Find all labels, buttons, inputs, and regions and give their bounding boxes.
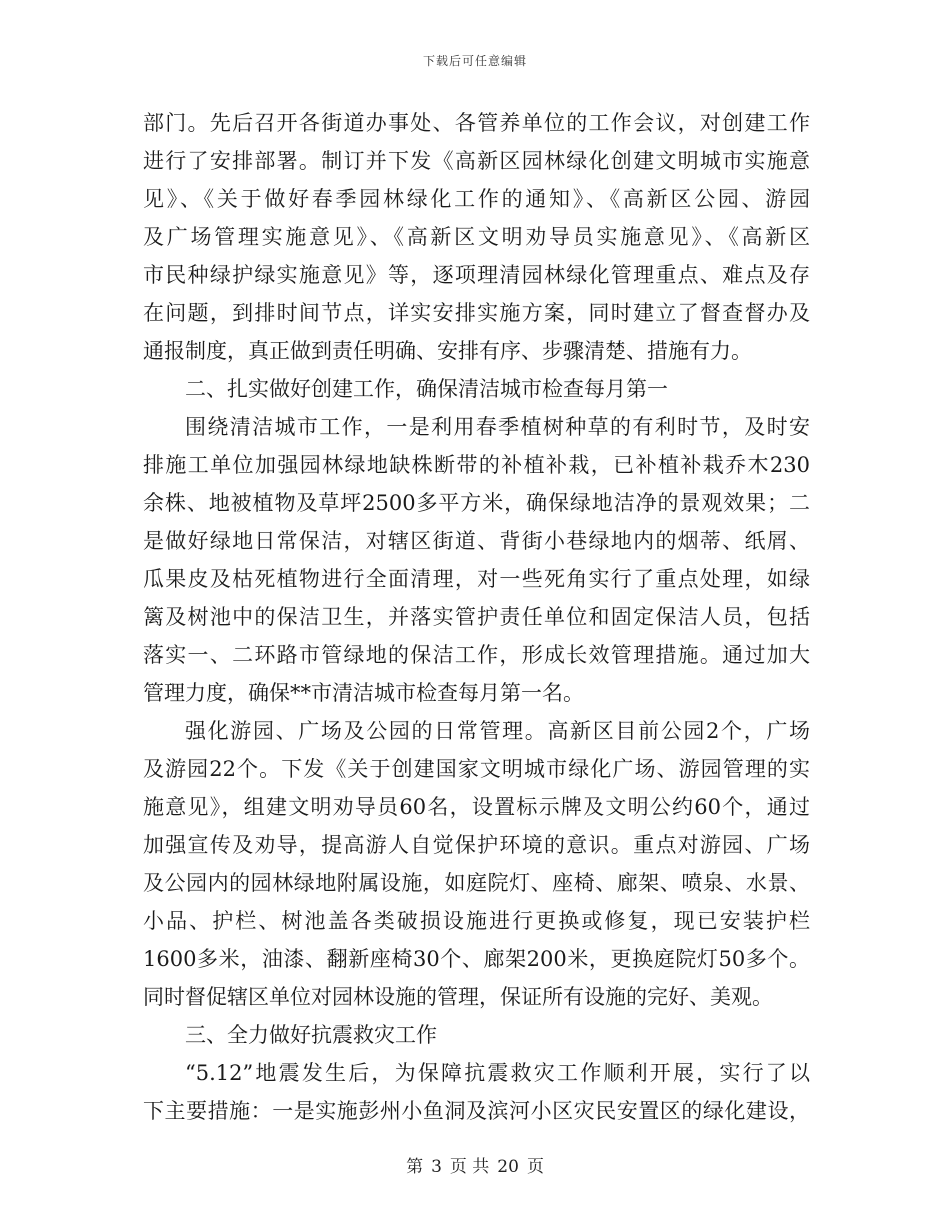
page-label-middle: 页 共: [449, 1157, 490, 1177]
page-number: 3: [431, 1157, 442, 1177]
text-line: 管理力度，确保**市清洁城市检查每月第一名。: [143, 681, 584, 705]
page-footer: [0, 1152, 950, 1177]
text-line: 见》、《关于做好春季园林绿化工作的通知》、《高新区公园、游园: [143, 187, 810, 211]
page-label-suffix: 页: [526, 1157, 544, 1177]
text-line: 落实一、二环路市管绿地的保洁工作，形成长效管理措施。通过加大: [143, 643, 810, 667]
text-line: 市民种绿护绿实施意见》等，逐项理清园林绿化管理重点、难点及存: [143, 263, 810, 287]
document-body: [143, 104, 810, 1130]
text-line: 是做好绿地日常保洁，对辖区街道、背街小巷绿地内的烟蒂、纸屑、: [143, 529, 810, 553]
text-line: 及游园22个。下发《关于创建国家文明城市绿化广场、游园管理的实: [143, 757, 810, 781]
page-label-prefix: 第: [406, 1157, 424, 1177]
text-line: 强化游园、广场及公园的日常管理。高新区目前公园2个，广场: [185, 719, 810, 743]
page-header: 下载后可任意编辑: [422, 54, 527, 68]
section-heading: 二、扎实做好创建工作，确保清洁城市检查每月第一: [185, 377, 668, 401]
text-line: 小品、护栏、树池盖各类破损设施进行更换或修复，现已安装护栏: [143, 909, 810, 933]
text-line: 余株、地被植物及草坪2500多平方米，确保绿地洁净的景观效果；二: [143, 491, 810, 515]
text-line: 部门。先后召开各街道办事处、各管养单位的工作会议，对创建工作: [143, 111, 810, 135]
text-line: 同时督促辖区单位对园林设施的管理，保证所有设施的完好、美观。: [143, 985, 773, 1009]
text-line: 加强宣传及劝导，提高游人自觉保护环境的意识。重点对游园、广场: [143, 833, 810, 857]
text-line: “5.12”地震发生后，为保障抗震救灾工作顺利开展，实行了以: [185, 1061, 810, 1085]
text-line: 排施工单位加强园林绿地缺株断带的补植补栽，已补植补栽乔木230: [143, 453, 810, 477]
text-line: 瓜果皮及枯死植物进行全面清理，对一些死角实行了重点处理，如绿: [143, 567, 810, 591]
text-line: 及公园内的园林绿地附属设施，如庭院灯、座椅、廊架、喷泉、水景、: [143, 871, 810, 895]
text-line: 篱及树池中的保洁卫生，并落实管护责任单位和固定保洁人员，包括: [143, 605, 810, 629]
text-line: 围绕清洁城市工作，一是利用春季植树种草的有利时节，及时安: [185, 415, 810, 439]
text-line: 1600多米，油漆、翻新座椅30个、廊架200米，更换庭院灯50多个。: [143, 947, 810, 971]
text-line: 施意见》，组建文明劝导员60名，设置标示牌及文明公约60个，通过: [143, 795, 810, 819]
text-line: 在问题，到排时间节点，详实安排实施方案，同时建立了督查督办及: [143, 301, 810, 325]
text-line: 进行了安排部署。制订并下发《高新区园林绿化创建文明城市实施意: [143, 149, 810, 173]
text-line: 通报制度，真正做到责任明确、安排有序、步骤清楚、措施有力。: [143, 339, 752, 363]
text-line: 及广场管理实施意见》、《高新区文明劝导员实施意见》、《高新区: [143, 225, 810, 249]
text-line: 下主要措施：一是实施彭州小鱼洞及滨河小区灾民安置区的绿化建设，: [143, 1099, 810, 1123]
total-pages: 20: [497, 1157, 519, 1177]
section-heading: 三、全力做好抗震救灾工作: [185, 1023, 437, 1047]
